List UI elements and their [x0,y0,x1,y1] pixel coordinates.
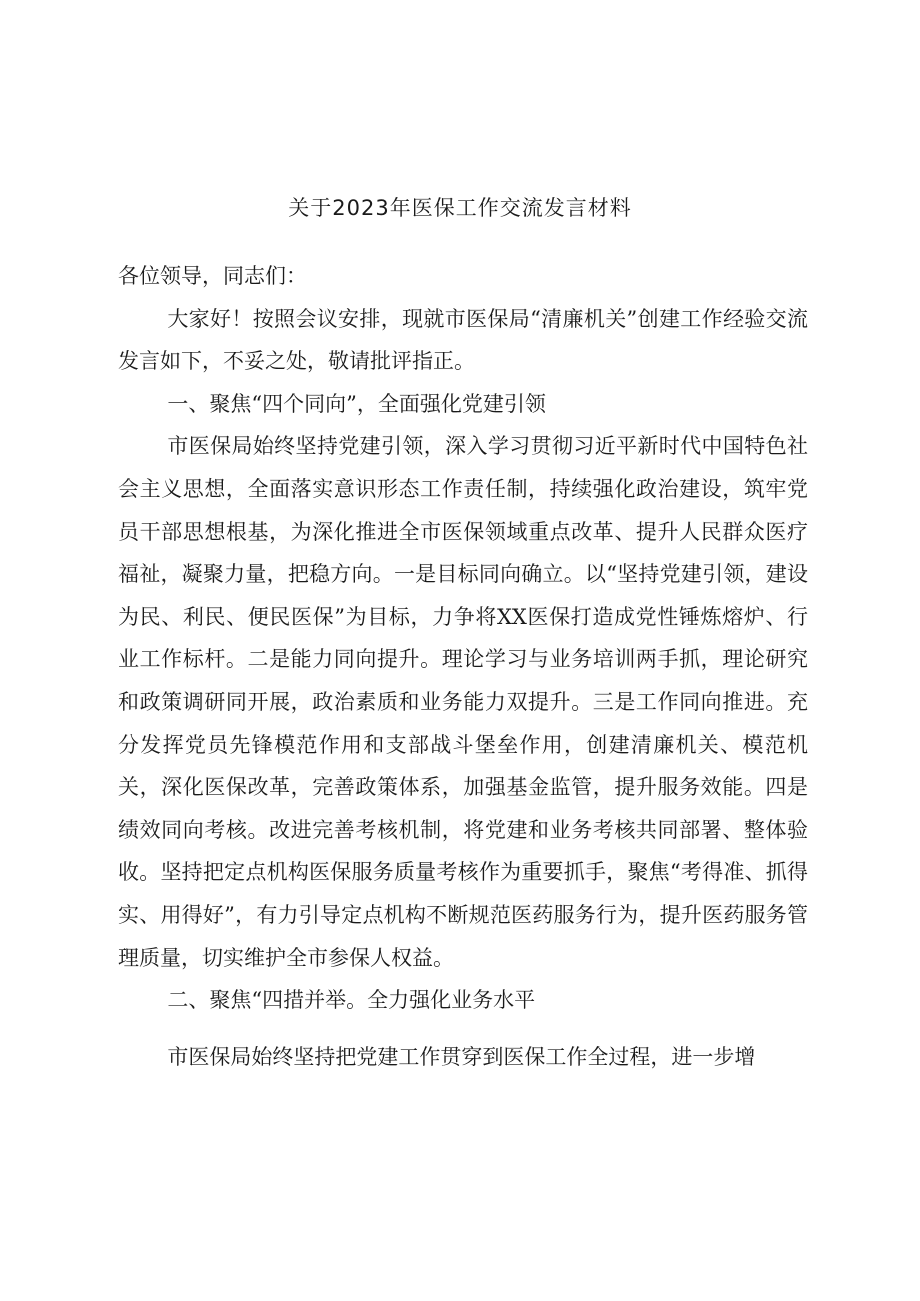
intro-paragraph: 大家好！按照会议安排，现就市医保局“清廉机关”创建工作经验交流发言如下，不妥之处，敬请批评指正。 [118,306,808,374]
salutation: 各位领导，同志们： [118,264,307,288]
document-title: 关于2023年医保工作交流发言材料 [288,196,632,220]
section-1-heading: 一、聚焦“四个同向”，全面强化党建引领 [167,391,546,416]
section-2-paragraph: 市医保局始终坚持把党建工作贯穿到医保工作全过程，进一步增 [167,1044,756,1069]
section-1-paragraph: 市医保局始终坚持党建引领，深入学习贯彻习近平新时代中国特色社会主义思想，全面落实意识形态工作责任制，持续强化政治建设，筑牢党员干部思想根基，为深化推进全市医保领域重点改革、提升人民群众医疗福祉，凝聚力量，把稳方向。一是目标同向确立。以“坚持党建引领，建设为民、利民、便民医保”为目标，力争将XX医保打造成党性锤炼熔炉、行业工作标杆。二是能力同向提升。理论学习与业务培训两手抓，理论研究和政策调研同开展，政治素质和业务能力双提升。三是工作同向推进。充分发挥党员先锋模范作用和支部战斗堡垒作用，创建清廉机关、模范机关，深化医保改革，完善政策体系，加强基金监管，提升服务效能。四是绩效同向考核。改进完善考核机制，将党建和业务考核共同部署、整体验收。坚持把定点机构医保服务质量考核作为重要抓手，聚焦“考得准、抓得实、用得好”，有力引导定点机构不断规范医药服务行为，提升医药服务管理质量，切实维护全市参保人权益。 [118,434,808,970]
document-body [118,255,808,1078]
section-2-heading: 二、聚焦“四措并举。全力强化业务水平 [167,988,536,1013]
